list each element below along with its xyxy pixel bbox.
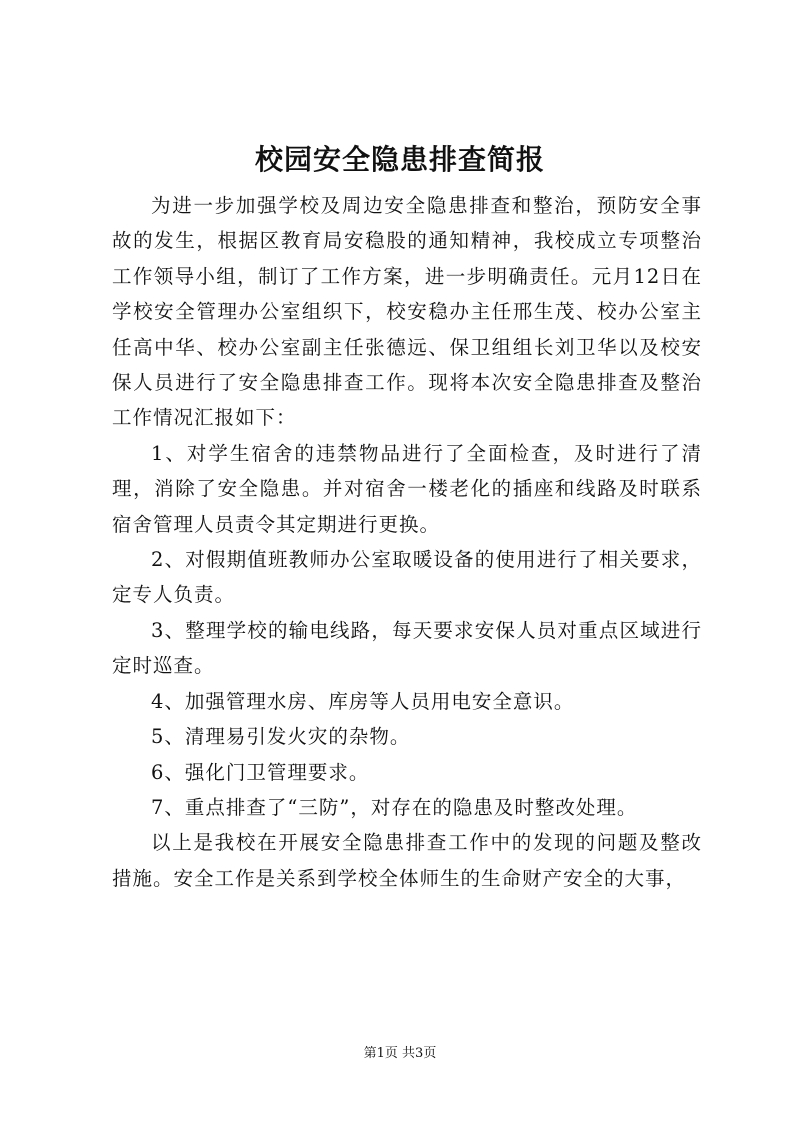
document-body	[112, 188, 702, 896]
list-item: 5、清理易引发火灾的杂物。	[151, 725, 411, 749]
list-item: 1、对学生宿舍的违禁物品进行了全面检查，及时进行了清理，消除了安全隐患。并对宿舍一楼老化的插座和线路及时联系宿舍管理人员责令其定期进行更换。	[112, 441, 702, 536]
conclusion-paragraph: 以上是我校在开展安全隐患排查工作中的发现的问题及整改措施。安全工作是关系到学校全体师生的生命财产安全的大事，	[112, 831, 702, 890]
list-item: 4、加强管理水房、库房等人员用电安全意识。	[151, 689, 575, 713]
list-item: 6、强化门卫管理要求。	[151, 760, 370, 784]
page-footer: 第1页 共3页	[363, 1046, 437, 1061]
intro-paragraph: 为进一步加强学校及周边安全隐患排查和整治，预防安全事故的发生，根据区教育局安稳股的通知精神，我校成立专项整治工作领导小组，制订了工作方案，进一步明确责任。元月12日在学校安全管理办公室组织下，校安稳办主任邢生茂、校办公室主任高中华、校办公室副主任张德远、保卫组组长刘卫华以及校安保人员进行了安全隐患排查工作。现将本次安全隐患排查及整治工作情况汇报如下：	[112, 194, 702, 430]
list-item: 7、重点排查了“三防”，对存在的隐患及时整改处理。	[151, 795, 638, 819]
list-item: 3、整理学校的输电线路，每天要求安保人员对重点区域进行定时巡查。	[112, 618, 702, 678]
list-item: 2、对假期值班教师办公室取暖设备的使用进行了相关要求，定专人负责。	[112, 548, 702, 607]
document-title: 校园安全隐患排查简报	[254, 143, 545, 176]
